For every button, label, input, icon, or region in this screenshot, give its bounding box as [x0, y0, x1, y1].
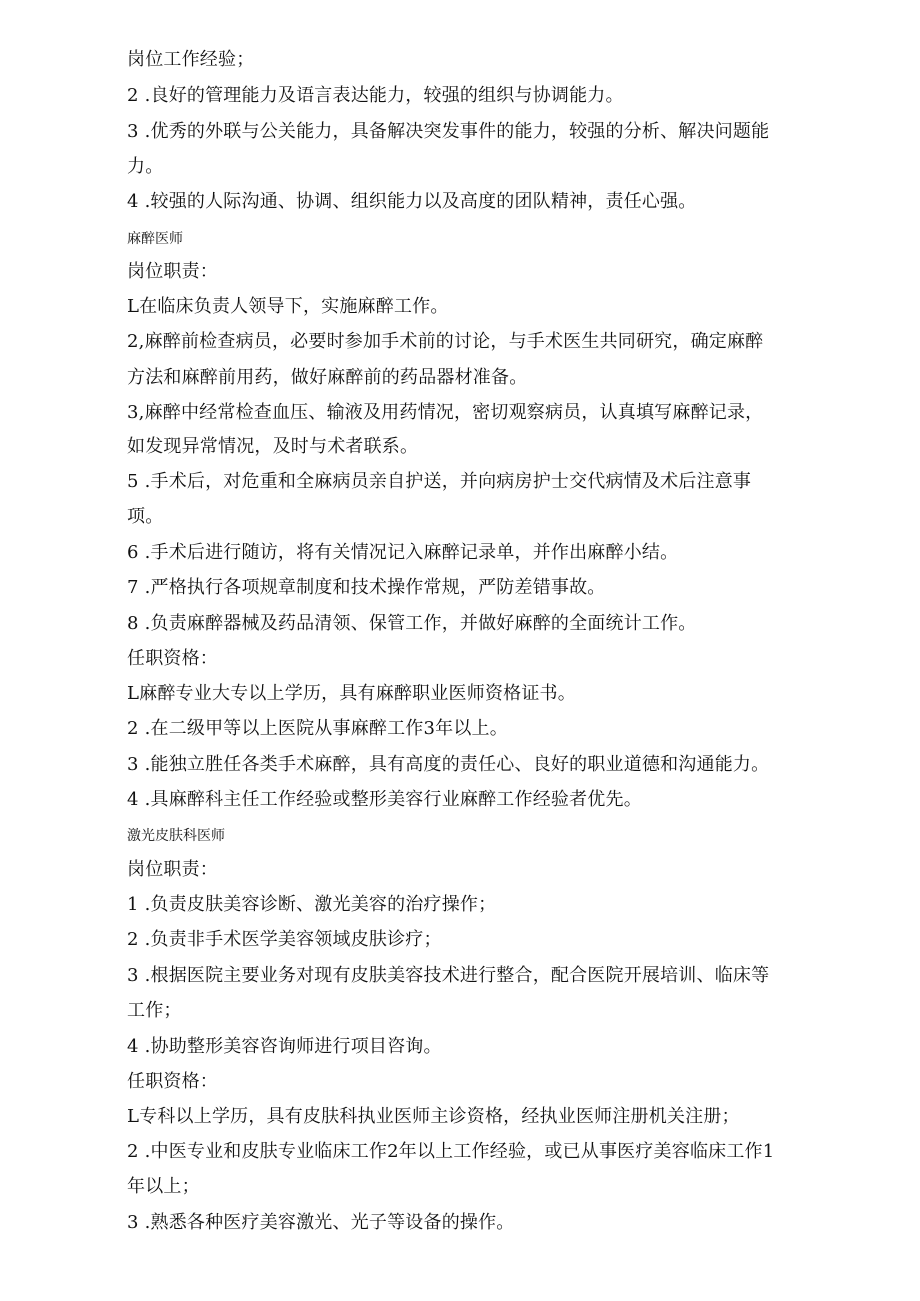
section-heading: 麻醉医师 — [127, 231, 183, 247]
text-line: 2 .在二级甲等以上医院从事麻醉工作3年以上。 — [127, 718, 508, 739]
text-line: 3,麻醉中经常检查血压、输液及用药情况，密切观察病员，认真填写麻醉记录， — [127, 402, 764, 423]
text-line: 8 .负责麻醉器械及药品清领、保管工作，并做好麻醉的全面统计工作。 — [127, 613, 697, 634]
text-line: 3 .熟悉各种医疗美容激光、光子等设备的操作。 — [127, 1212, 515, 1233]
text-line: 5 .手术后，对危重和全麻病员亲自护送，并向病房护士交代病情及术后注意事 — [127, 471, 752, 492]
text-line: 任职资格： — [127, 648, 218, 669]
text-line: 如发现异常情况，及时与术者联系。 — [127, 436, 419, 457]
text-line: 4 .协助整形美容咨询师进行项目咨询。 — [127, 1036, 442, 1057]
section-heading: 激光皮肤科医师 — [127, 828, 225, 844]
text-line: 岗位职责： — [127, 261, 218, 282]
text-line: 2 .负责非手术医学美容领域皮肤诊疗； — [127, 929, 442, 950]
text-line: 年以上； — [127, 1176, 200, 1197]
text-line: L专科以上学历，具有皮肤科执业医师主诊资格，经执业医师注册机关注册； — [127, 1106, 740, 1127]
text-line: 3 .能独立胜任各类手术麻醉，具有高度的责任心、良好的职业道德和沟通能力。 — [127, 754, 770, 775]
text-line: 3 .根据医院主要业务对现有皮肤美容技术进行整合，配合医院开展培训、临床等 — [127, 965, 770, 986]
text-line: L麻醉专业大专以上学历，具有麻醉职业医师资格证书。 — [127, 683, 576, 704]
text-line: 4 .具麻醉科主任工作经验或整形美容行业麻醉工作经验者优先。 — [127, 789, 642, 810]
text-line: L在临床负责人领导下，实施麻醉工作。 — [127, 296, 449, 317]
text-line: 任职资格： — [127, 1071, 218, 1092]
text-line: 1 .负责皮肤美容诊断、激光美容的治疗操作； — [127, 894, 497, 915]
text-line: 项。 — [127, 506, 164, 527]
text-line: 2 .中医专业和皮肤专业临床工作2年以上工作经验，或已从事医疗美容临床工作1 — [127, 1141, 775, 1162]
text-line: 岗位职责： — [127, 859, 218, 880]
text-line: 工作； — [127, 1000, 182, 1021]
text-line: 7 .严格执行各项规章制度和技术操作常规，严防差错事故。 — [127, 577, 606, 598]
text-line: 3 .优秀的外联与公关能力，具备解决突发事件的能力，较强的分析、解决问题能 — [127, 121, 770, 142]
text-line: 2 .良好的管理能力及语言表达能力，较强的组织与协调能力。 — [127, 85, 624, 106]
text-line: 4 .较强的人际沟通、协调、组织能力以及高度的团队精神，责任心强。 — [127, 191, 697, 212]
text-line: 力。 — [127, 156, 164, 177]
text-line: 6 .手术后进行随访，将有关情况记入麻醉记录单，并作出麻醉小结。 — [127, 542, 679, 563]
text-line: 2,麻醉前检查病员，必要时参加手术前的讨论，与手术医生共同研究，确定麻醉 — [127, 331, 764, 352]
text-line: 方法和麻醉前用药，做好麻醉前的药品器材准备。 — [127, 367, 528, 388]
text-line: 岗位工作经验； — [127, 49, 255, 70]
